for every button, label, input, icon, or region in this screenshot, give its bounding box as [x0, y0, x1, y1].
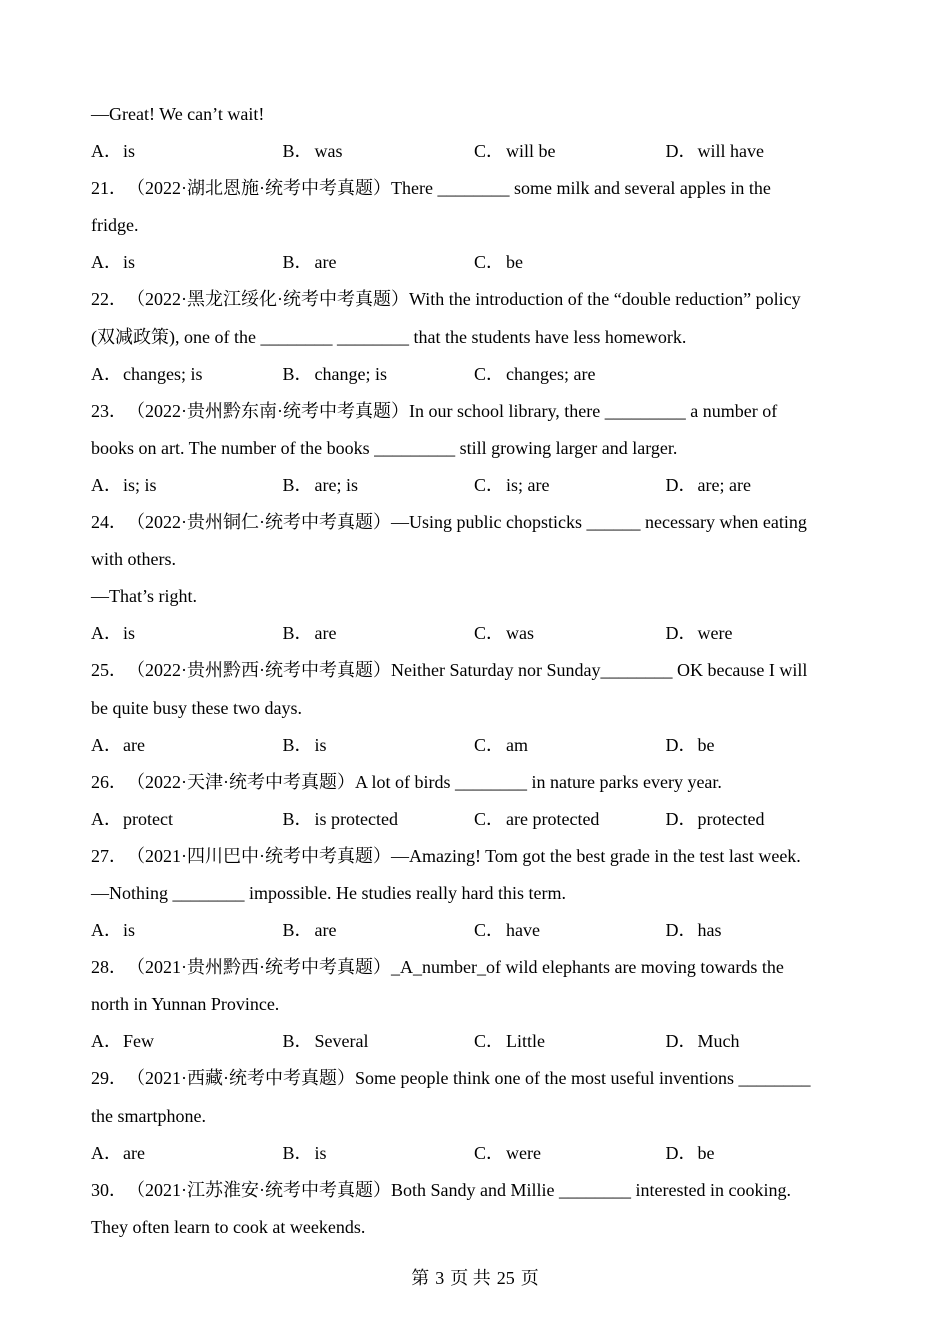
question-item	[91, 393, 861, 504]
answer-option	[474, 467, 666, 504]
option-text: Few	[123, 1031, 154, 1052]
question-number: 27．	[91, 845, 127, 866]
option-text: Much	[697, 1031, 740, 1052]
option-letter: A．	[91, 623, 122, 644]
question-number: 30．	[91, 1179, 127, 1200]
question-line	[91, 393, 861, 430]
question-item	[91, 764, 861, 838]
option-letter: B．	[282, 920, 313, 941]
option-text: Several	[314, 1031, 369, 1052]
answer-option	[283, 1135, 475, 1172]
answer-option	[91, 615, 283, 652]
answer-option	[283, 912, 475, 949]
footer-middle: 页 共	[450, 1268, 491, 1288]
answer-option	[91, 244, 283, 281]
option-letter: B．	[282, 808, 313, 829]
option-text: will be	[506, 141, 556, 162]
question-number: 29．	[91, 1068, 127, 1089]
option-text: was	[506, 623, 534, 644]
answer-option	[91, 1023, 283, 1060]
option-text: are	[123, 734, 145, 755]
option-text: be	[697, 1142, 715, 1163]
option-text: will have	[697, 141, 764, 162]
answer-option	[666, 1135, 858, 1172]
question-source: （2021·四川巴中·统考中考真题）	[127, 845, 391, 866]
option-text: has	[697, 920, 722, 941]
answer-option	[283, 727, 475, 764]
question-line	[91, 949, 861, 986]
answer-option	[283, 801, 475, 838]
option-letter: A．	[91, 808, 122, 829]
question-number: 21．	[91, 178, 127, 199]
answer-option	[666, 467, 858, 504]
option-text: changes; is	[123, 363, 203, 384]
option-letter: B．	[282, 1031, 313, 1052]
question-text: There ________ some milk and several apples in the	[391, 178, 771, 199]
question-source: （2022·贵州铜仁·统考中考真题）	[127, 512, 391, 533]
answer-option	[91, 912, 283, 949]
question-line	[91, 430, 861, 467]
question-text: with others.	[91, 549, 176, 570]
question-number: 26．	[91, 771, 127, 792]
answer-option	[91, 1135, 283, 1172]
option-letter: B．	[282, 141, 313, 162]
question-line: —Great! We can’t wait!	[91, 104, 265, 124]
option-text: is; is	[123, 474, 157, 495]
question-text: A lot of birds ________ in nature parks every year.	[355, 771, 722, 792]
option-text: is	[123, 623, 136, 644]
options-row	[91, 912, 861, 949]
answer-option	[283, 615, 475, 652]
answer-option	[474, 1023, 666, 1060]
answer-option	[474, 912, 666, 949]
option-text: protected	[697, 808, 765, 829]
question-source: （2021·贵州黔西·统考中考真题）	[127, 957, 391, 978]
question-number: 28．	[91, 957, 127, 978]
answer-option	[91, 133, 283, 170]
question-text: _A_number_of wild elephants are moving towards the	[391, 957, 784, 978]
question-text: fridge.	[91, 215, 139, 236]
option-letter: B．	[282, 363, 313, 384]
question-text: Some people think one of the most useful inventions ________	[355, 1068, 811, 1089]
option-letter: D．	[665, 734, 697, 755]
question-line	[91, 1209, 861, 1246]
options-row	[91, 1135, 861, 1172]
answer-option	[283, 133, 475, 170]
answer-option	[666, 801, 858, 838]
option-letter: C．	[474, 1142, 505, 1163]
current-page-number: 3	[435, 1268, 445, 1288]
answer-option	[474, 244, 666, 281]
option-text: have	[506, 920, 540, 941]
answer-option	[474, 356, 666, 393]
answer-option	[666, 1023, 858, 1060]
question-text: They often learn to cook at weekends.	[91, 1216, 366, 1237]
question-item	[91, 1060, 861, 1171]
answer-option	[283, 244, 475, 281]
option-letter: A．	[91, 920, 122, 941]
answer-option	[474, 727, 666, 764]
option-letter: A．	[91, 474, 122, 495]
question-item	[91, 1172, 861, 1246]
question-source: （2022·湖北恩施·统考中考真题）	[127, 178, 391, 199]
answer-option	[666, 912, 858, 949]
question-text: north in Yunnan Province.	[91, 994, 280, 1015]
question-line	[91, 170, 861, 207]
question-item	[91, 838, 861, 949]
page-footer	[0, 1264, 950, 1292]
option-text: were	[697, 623, 733, 644]
question-number: 25．	[91, 660, 127, 681]
question-item	[91, 281, 861, 392]
option-letter: C．	[474, 252, 505, 273]
options-row	[91, 1023, 861, 1060]
question-text: —Nothing ________ impossible. He studies really hard this term.	[91, 882, 566, 903]
option-text: are	[123, 1142, 145, 1163]
question-source: （2021·江苏淮安·统考中考真题）	[127, 1179, 391, 1200]
option-text: are	[314, 920, 337, 941]
question-number: 23．	[91, 400, 127, 421]
answer-option	[283, 1023, 475, 1060]
option-letter: D．	[665, 1142, 697, 1163]
option-text: am	[506, 734, 528, 755]
question-text: —That’s right.	[91, 586, 197, 607]
question-source: （2021·西藏·统考中考真题）	[127, 1068, 355, 1089]
answer-option	[474, 1135, 666, 1172]
question-list	[91, 96, 861, 1246]
option-letter: A．	[91, 252, 122, 273]
question-text: Neither Saturday nor Sunday________ OK because I will	[391, 660, 808, 681]
option-text: be	[506, 252, 523, 273]
question-text: books on art. The number of the books _________ still growing larger and larger.	[91, 437, 678, 458]
option-text: were	[506, 1142, 541, 1163]
options-row	[91, 727, 861, 764]
question-item	[91, 170, 861, 281]
option-letter: B．	[282, 734, 313, 755]
options-row	[91, 615, 861, 652]
option-letter: C．	[474, 474, 505, 495]
answer-option	[283, 467, 475, 504]
question-source: （2022·贵州黔东南·统考中考真题）	[127, 400, 409, 421]
options-row	[91, 467, 861, 504]
option-letter: C．	[474, 1031, 505, 1052]
question-line	[91, 319, 861, 356]
question-line	[91, 764, 861, 801]
option-letter: C．	[474, 141, 505, 162]
option-text: Little	[506, 1031, 545, 1052]
question-item	[91, 652, 861, 763]
option-text: be	[697, 734, 715, 755]
question-line	[91, 207, 861, 244]
options-row	[91, 801, 861, 838]
option-text: are protected	[506, 808, 600, 829]
question-item	[91, 949, 861, 1060]
answer-option	[666, 133, 858, 170]
option-letter: C．	[474, 920, 505, 941]
answer-option	[91, 467, 283, 504]
option-text: was	[314, 141, 343, 162]
option-letter: B．	[282, 252, 313, 273]
question-line	[91, 1060, 861, 1097]
option-letter: A．	[91, 1031, 122, 1052]
option-letter: D．	[665, 808, 697, 829]
answer-option	[474, 615, 666, 652]
answer-option	[91, 356, 283, 393]
option-letter: B．	[282, 1142, 313, 1163]
option-letter: C．	[474, 734, 505, 755]
option-text: is	[123, 141, 136, 162]
question-line	[91, 652, 861, 689]
option-text: are; is	[314, 474, 358, 495]
option-letter: D．	[665, 141, 697, 162]
option-text: are; are	[697, 474, 751, 495]
option-letter: D．	[665, 920, 697, 941]
footer-suffix: 页	[520, 1268, 539, 1288]
question-item	[91, 504, 861, 652]
option-letter: B．	[282, 474, 313, 495]
question-text: Both Sandy and Millie ________ interested in cooking.	[391, 1179, 791, 1200]
option-text: is	[123, 920, 136, 941]
question-line	[91, 541, 861, 578]
footer-prefix: 第	[411, 1268, 430, 1288]
option-text: is; are	[506, 474, 550, 495]
option-letter: D．	[665, 1031, 697, 1052]
answer-option	[474, 801, 666, 838]
answer-option	[666, 727, 858, 764]
question-text: be quite busy these two days.	[91, 697, 302, 718]
option-text: is	[314, 1142, 327, 1163]
question-line	[91, 1172, 861, 1209]
option-letter: B．	[282, 623, 313, 644]
answer-option	[666, 615, 858, 652]
options-row	[91, 133, 861, 170]
question-number: 24．	[91, 512, 127, 533]
question-line	[91, 578, 861, 615]
question-text: (双减政策), one of the ________ ________ that the students have less homework.	[91, 326, 687, 347]
option-letter: D．	[665, 474, 697, 495]
option-text: are	[314, 252, 337, 273]
option-letter: C．	[474, 808, 505, 829]
question-text: With the introduction of the “double reduction” policy	[409, 289, 801, 310]
answer-option	[283, 356, 475, 393]
option-letter: A．	[91, 141, 122, 162]
question-line	[91, 1098, 861, 1135]
question-line	[91, 504, 861, 541]
option-text: is	[123, 252, 136, 273]
option-text: is	[314, 734, 327, 755]
question-line	[91, 875, 861, 912]
question-text: —Amazing! Tom got the best grade in the test last week.	[391, 845, 801, 866]
option-text: are	[314, 623, 337, 644]
question-text: —Using public chopsticks ______ necessary when eating	[391, 512, 807, 533]
option-letter: C．	[474, 363, 505, 384]
answer-option	[91, 727, 283, 764]
option-letter: A．	[91, 1142, 122, 1163]
question-source: （2022·黑龙江绥化·统考中考真题）	[127, 289, 409, 310]
total-page-count: 25	[496, 1268, 515, 1288]
question-line	[91, 838, 861, 875]
option-text: protect	[123, 808, 173, 829]
option-letter: C．	[474, 623, 505, 644]
question-continuation	[91, 96, 861, 170]
option-letter: A．	[91, 734, 122, 755]
options-row	[91, 356, 861, 393]
question-number: 22．	[91, 289, 127, 310]
answer-option	[474, 133, 666, 170]
option-text: changes; are	[506, 363, 596, 384]
answer-option	[91, 801, 283, 838]
question-source: （2022·贵州黔西·统考中考真题）	[127, 660, 391, 681]
options-row	[91, 244, 861, 281]
question-text: In our school library, there _________ a number of	[409, 400, 778, 421]
question-line	[91, 690, 861, 727]
question-line	[91, 986, 861, 1023]
question-line	[91, 281, 861, 318]
option-letter: A．	[91, 363, 122, 384]
question-source: （2022·天津·统考中考真题）	[127, 771, 355, 792]
option-letter: D．	[665, 623, 697, 644]
option-text: is protected	[314, 808, 398, 829]
option-text: change; is	[314, 363, 387, 384]
question-text: the smartphone.	[91, 1105, 206, 1126]
